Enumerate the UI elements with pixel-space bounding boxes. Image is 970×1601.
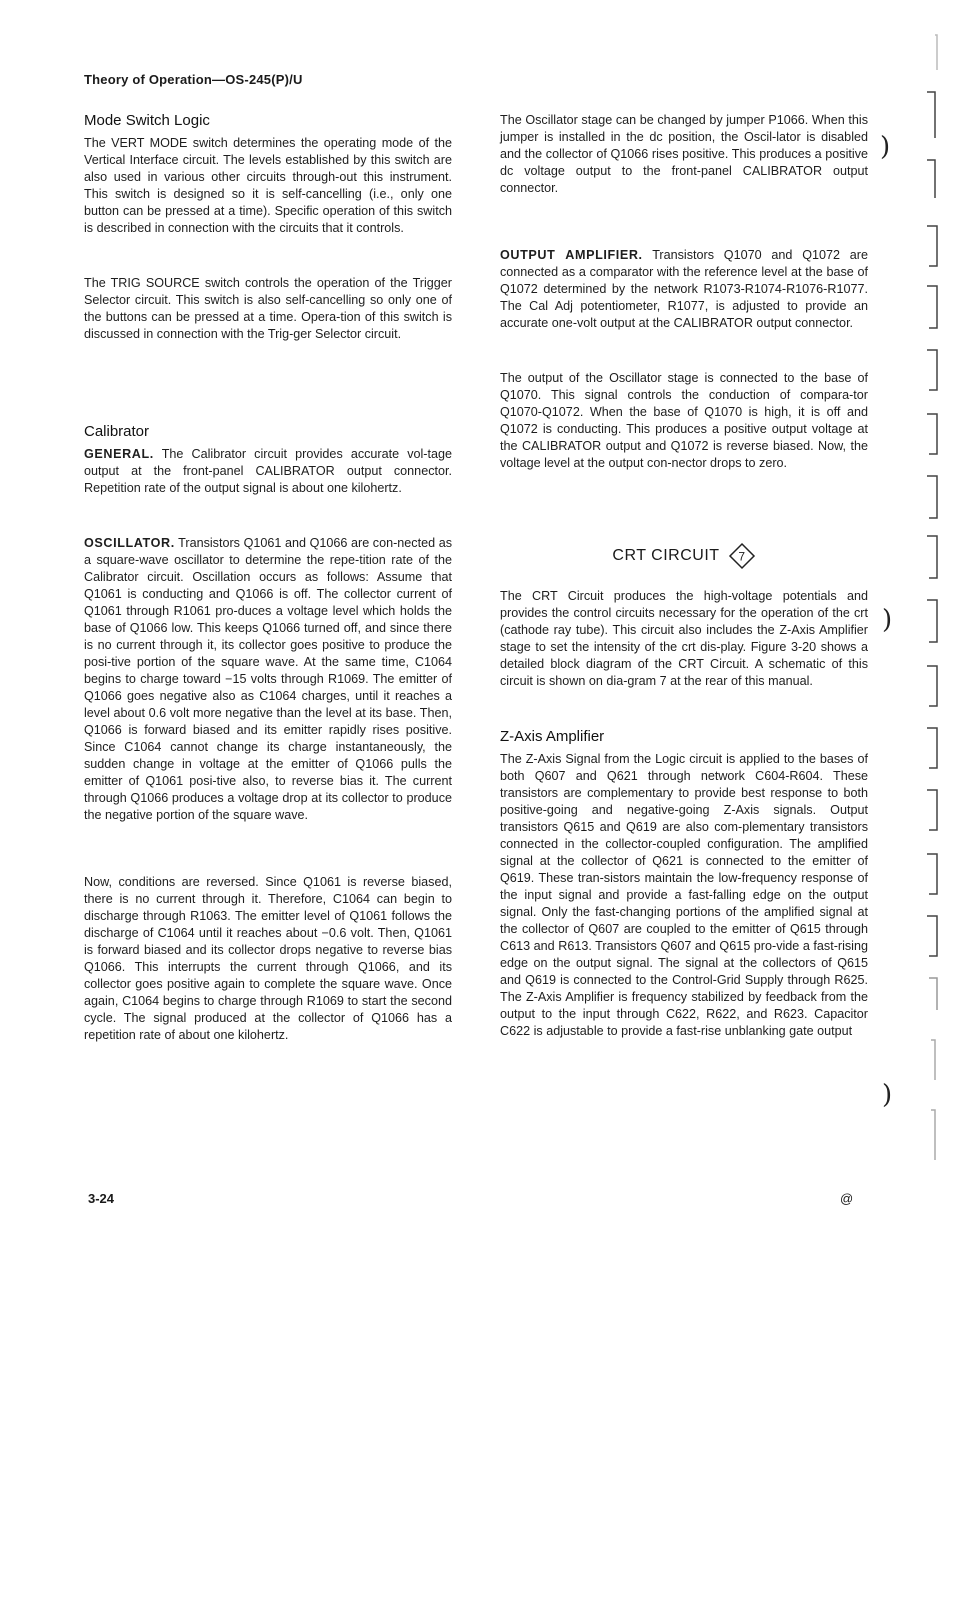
- paragraph-jumper: The Oscillator stage can be changed by jumper P1066. When this jumper is installed in the dc position, the Oscil-lator is disabled and the collector of Q1066 rises positive. This produces a positive dc voltage output to the front-panel CALIBRATOR output connector.: [500, 113, 868, 195]
- page-number: 3-24: [88, 1191, 115, 1206]
- diagram-number-diamond-icon: [728, 542, 756, 570]
- paragraph-vert-mode: The VERT MODE switch determines the operating mode of the Vertical Interface circuit. The levels established by this switch are also used in various other circuits through-out this instrument. This switch is designed so it is self-cancelling (i.e., only one button can be pressed at a time). Specific operation of this switch is described in connection with the circuits that it controls.: [84, 136, 452, 235]
- right-column: [500, 112, 868, 1040]
- oscillator-text: Transistors Q1061 and Q1066 are con-nected as a square-wave oscillator to determine the repe-tition rate of the Calibrator circuit. Oscillation occurs as follows: Assume that Q1061 is conducting and Q1066 is off. The collector current of Q1061 through R1061 pro-duces a voltage level which holds the base of Q1066 low. This keeps Q1066 turned off, and since there is no current through it, its collector goes positive to produce the posi-tive portion of the square wave. At the same time, C1064 begins to charge toward −15 volts through R1069. The emitter of Q1066 goes negative also as C1064 charges, until it reaches a level about 0.6 volt more negative than the level at its base. Then, Q1066 is forward biased and its emitter rapidly rises positive. Since C1064 cannot change its charge instantaneously, the sudden change in voltage at the emitter of Q1066 pulls the emitter of Q1061 posi-tive also, to reverse bias it. The current through Q1066 produces a voltage drop at its collector to produce the negative portion of the square wave.: [84, 536, 452, 822]
- diagram-number: 7: [737, 549, 746, 564]
- footer-mark: @: [840, 1191, 854, 1206]
- paragraph-general: [84, 446, 452, 497]
- margin-paren-mark: ): [880, 132, 891, 162]
- section-heading-calibrator: Calibrator: [84, 423, 150, 440]
- paragraph-z-axis: The Z-Axis Signal from the Logic circuit is applied to the bases of both Q607 and Q621 through network C604-R604. These transistors are complementary to provide best response to both positive-going and negative-going Z-Axis signals. Output transistors Q615 and Q619 are also com-plementary transistors connected in the collector-coupled configuration. The amplified signal at the collector of Q621 is connected to the emitter of Q619. These tran-sistors maintain the low-frequency response of the input signal and provide a fast-falling edge on the output signal. Only the fast-changing portions of the amplified signal at the collector of Q607 are coupled to the emitter of Q615 through C613 and R613. Transistors Q607 and Q615 pro-vide a fast-rising edge on the output signal. The signal at the collectors of Q615 and Q619 is connected to the Control-Grid Supply through R625. The Z-Axis Amplifier is frequency stabilized by feedback from the output to the input through C622, R622, and R623. Capacitor C622 is adjustable to provide a fast-rise unblanking gate output: [500, 752, 868, 1038]
- paragraph-oscillator: [84, 535, 452, 824]
- paragraph-oscillator-output: The output of the Oscillator stage is connected to the base of Q1070. This signal controls the conduction of compara-tor Q1070-Q1072. When the base of Q1070 is high, it is off and Q1072 is conducting. This produces a positive output voltage at the CALIBRATOR output and Q1072 is reverse biased. Now, the voltage level at the output con-nector drops to zero.: [500, 371, 868, 470]
- lead-oscillator: OSCILLATOR.: [84, 536, 175, 550]
- general-text: The Calibrator circuit provides accurate vol-tage output at the front-panel CALIBRATOR output connector. Repetition rate of the output signal is about one kilohertz.: [84, 447, 452, 495]
- left-column: [84, 112, 452, 1044]
- binding-edge-tabs: [915, 30, 955, 1200]
- lead-output-amplifier: OUTPUT AMPLIFIER.: [500, 248, 643, 262]
- paragraph-crt-circuit: The CRT Circuit produces the high-voltage potentials and provides the control circuits necessary for the operation of the crt (cathode ray tube). This circuit also includes the Z-Axis Amplifier stage to set the intensity of the crt dis-play. Figure 3-20 shows a detailed block diagram of the CRT Circuit. A schematic of this circuit is shown on dia-gram 7 at the rear of this manual.: [500, 589, 868, 688]
- paragraph-conditions-reversed: Now, conditions are reversed. Since Q1061 is reverse biased, there is no current through it. Therefore, C1064 can begin to discharge through R1063. The emitter level of Q1061 follows the discharge of C1064 until it reaches about −0.6 volt. Then, Q1061 is forward biased and its collector drops negative to reverse bias Q1066. This interrupts the current through Q1066, and its collector goes positive again to complete the square wave. Once again, C1064 begins to charge through R1069 to start the second cycle. The signal produced at the collector of Q1066 has a repetition rate of about one kilohertz.: [84, 875, 452, 1042]
- crt-circuit-heading: [500, 542, 868, 570]
- output-amplifier-text: Transistors Q1070 and Q1072 are connected as a comparator with the reference level at the base of Q1072 determined by the network R1073-R1074-R1076-R1077. The Cal Adj potentiometer, R1077, is adjusted to provide an accurate one-volt output at the CALIBRATOR output connector.: [500, 248, 868, 330]
- margin-paren-mark: ): [882, 1080, 893, 1110]
- paragraph-trig-source: The TRIG SOURCE switch controls the operation of the Trigger Selector circuit. This switch is also self-cancelling so only one of the buttons can be pressed at a time. Opera-tion of this switch is discussed in connection with the Trig-ger Selector circuit.: [84, 276, 452, 341]
- section-heading-z-axis: Z-Axis Amplifier: [500, 728, 605, 745]
- crt-heading-text: CRT CIRCUIT: [612, 547, 720, 564]
- paragraph-output-amplifier: [500, 247, 868, 332]
- section-heading-mode-switch: Mode Switch Logic: [84, 112, 210, 129]
- running-head: Theory of Operation—OS-245(P)/U: [84, 72, 303, 87]
- lead-general: GENERAL.: [84, 447, 154, 461]
- margin-paren-mark: ): [882, 605, 893, 635]
